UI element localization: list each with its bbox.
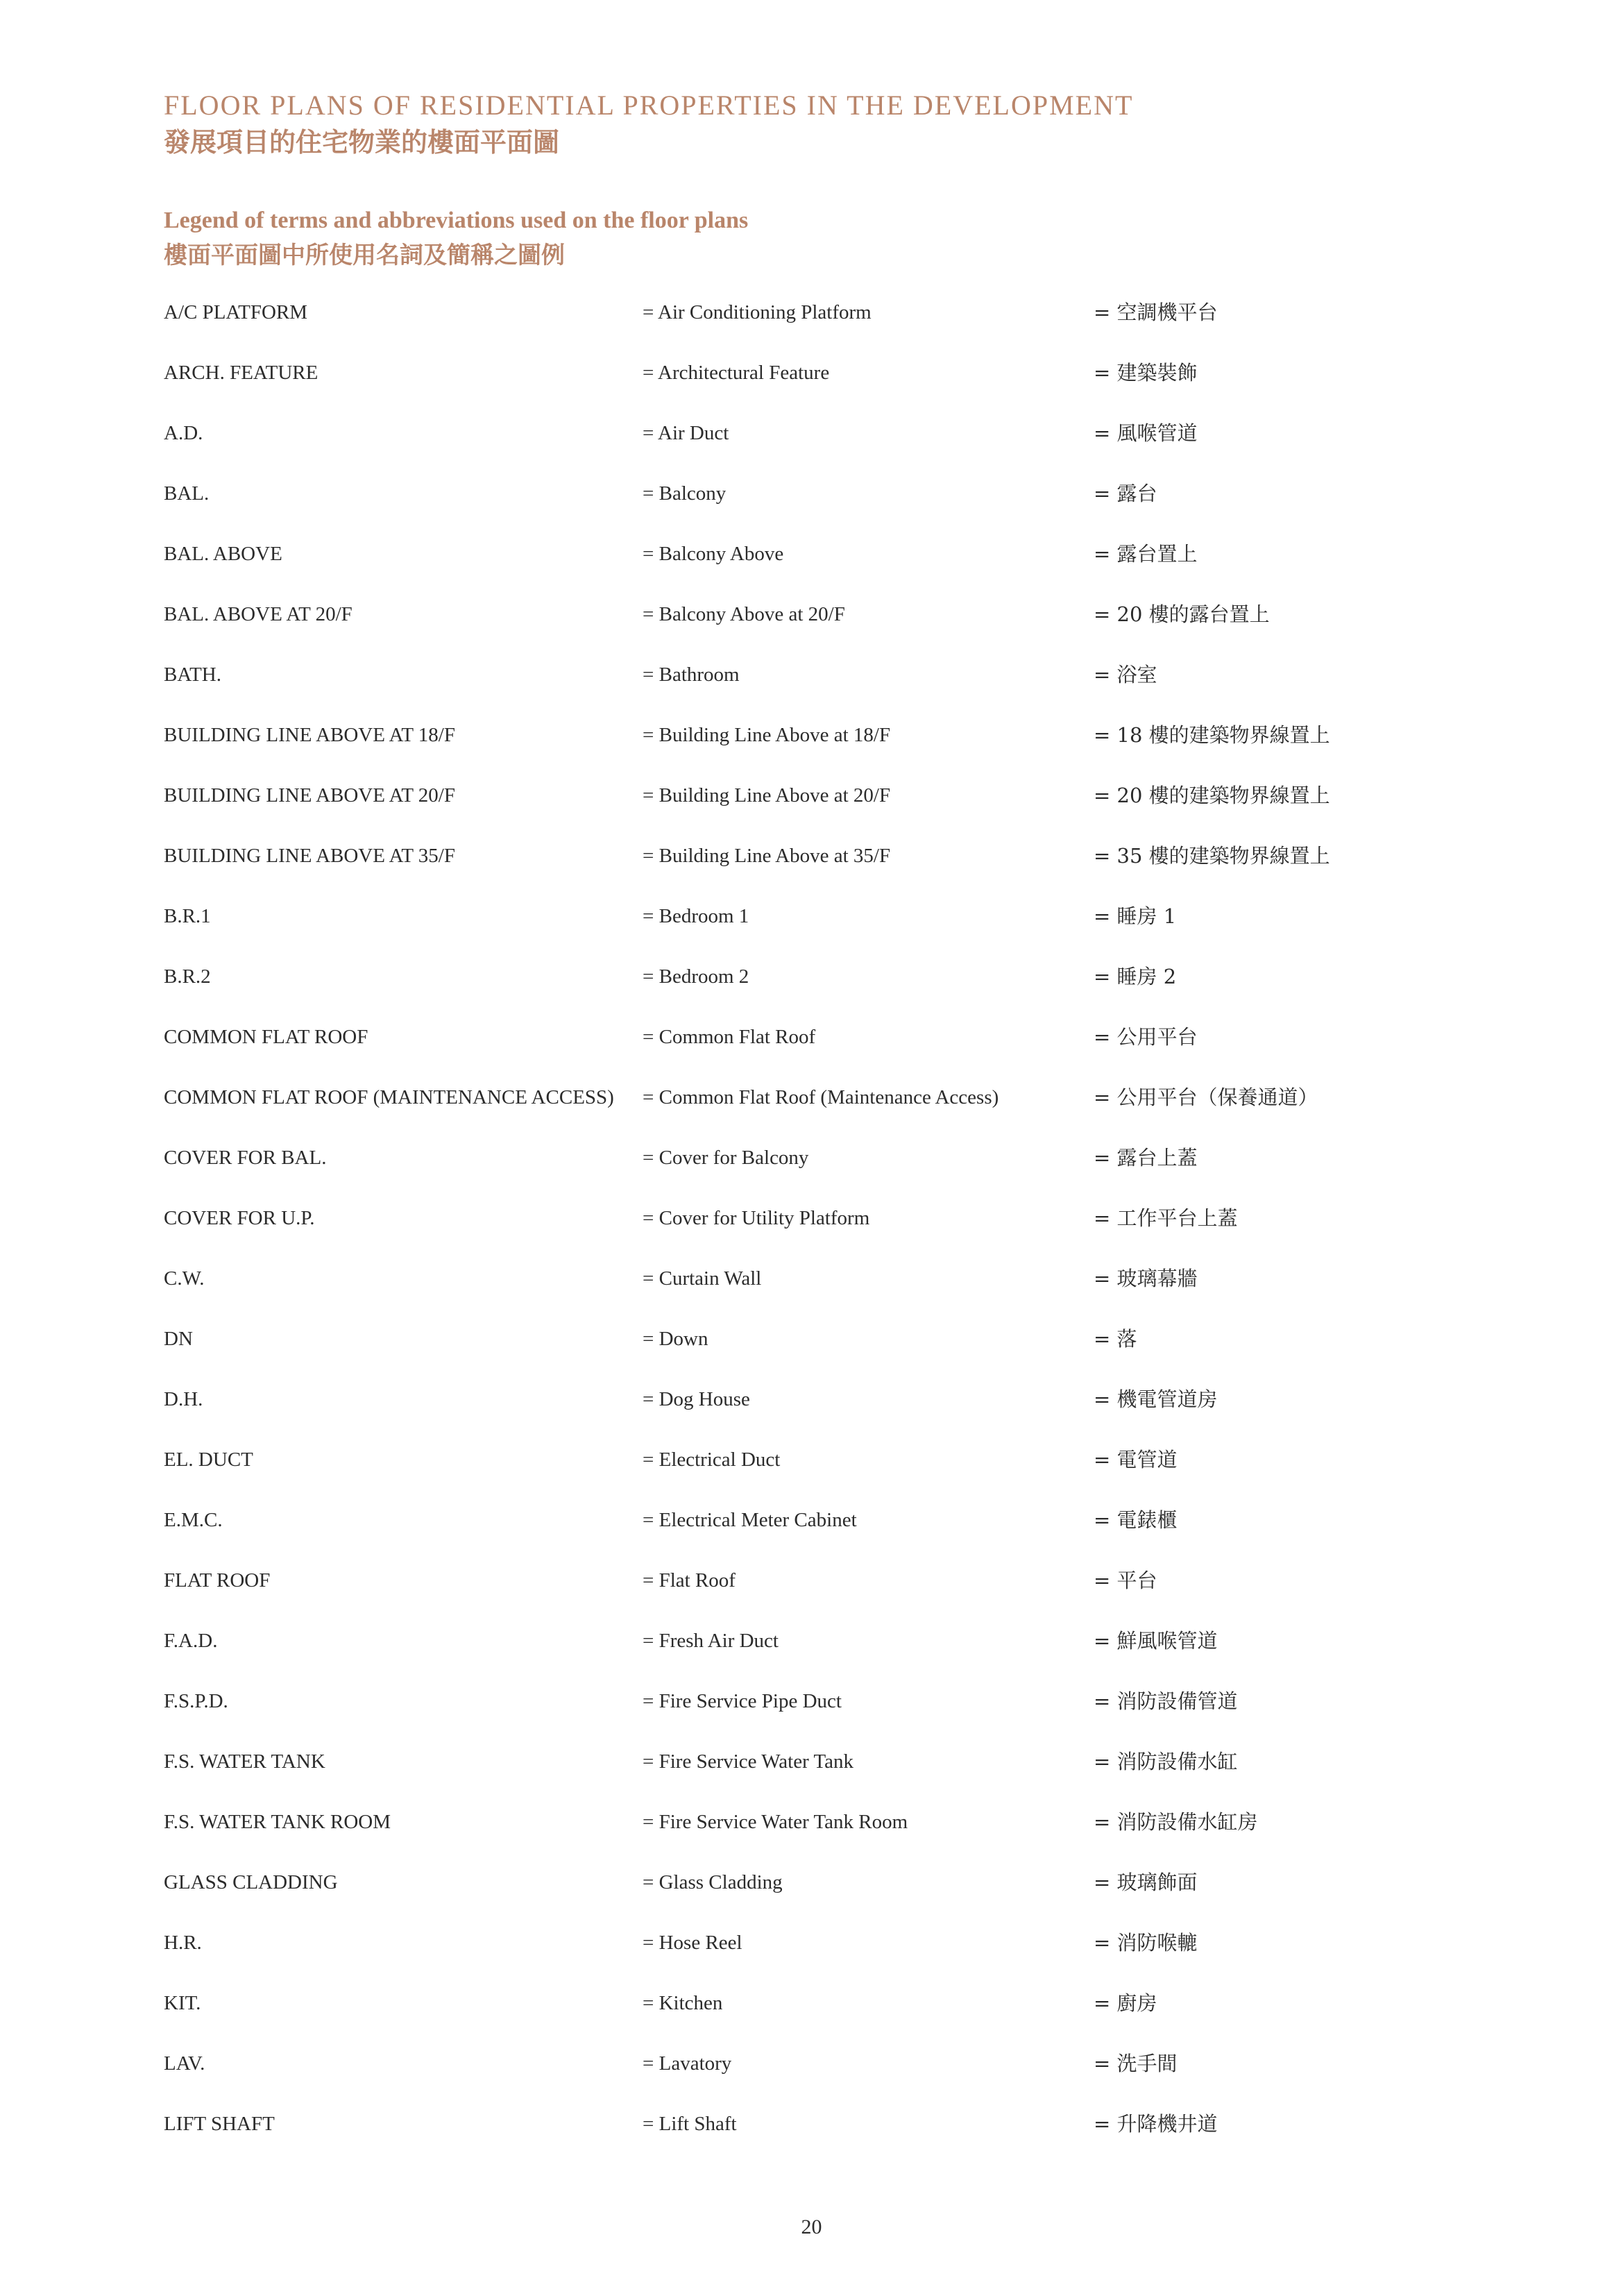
english-term-cell: = Common Flat Roof (Maintenance Access) (643, 1086, 999, 1108)
english-term-cell: = Glass Cladding (643, 1871, 783, 1893)
page-number: 20 (801, 2215, 822, 2238)
english-term-cell: = Building Line Above at 18/F (643, 724, 891, 746)
abbreviation-cell: H.R. (164, 1932, 202, 1954)
legend-table (0, 293, 1623, 2165)
english-term-cell: = Building Line Above at 20/F (643, 784, 891, 807)
abbreviation-cell: COMMON FLAT ROOF (164, 1026, 368, 1048)
chinese-term-cell: = 電錶櫃 (1094, 1508, 1178, 1532)
chinese-term-cell: = 公用平台（保養通道） (1094, 1086, 1318, 1109)
chinese-term-cell: = 洗手間 (1094, 2052, 1178, 2075)
page-title-chinese: 發展項目的住宅物業的樓面平面圖 (164, 126, 560, 158)
legend-row (0, 1501, 1623, 1561)
abbreviation-cell: A.D. (164, 422, 203, 444)
abbreviation-cell: A/C PLATFORM (164, 301, 308, 323)
english-term-cell: = Kitchen (643, 1992, 723, 2014)
legend-row (0, 1018, 1623, 1078)
abbreviation-cell: F.S.P.D. (164, 1690, 228, 1712)
legend-row (0, 474, 1623, 534)
english-term-cell: = Flat Roof (643, 1569, 736, 1592)
chinese-term-cell: = 消防喉轆 (1094, 1931, 1198, 1955)
legend-row (0, 1259, 1623, 1319)
abbreviation-cell: COVER FOR U.P. (164, 1207, 315, 1229)
english-term-cell: = Balcony (643, 482, 726, 505)
chinese-term-cell: = 升降機井道 (1094, 2112, 1218, 2136)
english-term-cell: = Lavatory (643, 2052, 732, 2075)
legend-row (0, 293, 1623, 353)
legend-row (0, 776, 1623, 836)
chinese-term-cell: = 公用平台 (1094, 1025, 1198, 1049)
legend-row (0, 897, 1623, 957)
legend-row (0, 353, 1623, 414)
english-term-cell: = Hose Reel (643, 1932, 742, 1954)
abbreviation-cell: FLAT ROOF (164, 1569, 271, 1592)
abbreviation-cell: B.R.1 (164, 905, 211, 927)
legend-row (0, 1682, 1623, 1742)
english-term-cell: = Building Line Above at 35/F (643, 845, 891, 867)
english-term-cell: = Bedroom 2 (643, 965, 749, 988)
chinese-term-cell: = 風喉管道 (1094, 421, 1198, 445)
page-title-english: FLOOR PLANS OF RESIDENTIAL PROPERTIES IN THE DEVELOPMENT (164, 90, 1134, 121)
legend-row (0, 716, 1623, 776)
chinese-term-cell: = 廚房 (1094, 1991, 1157, 2015)
english-term-cell: = Architectural Feature (643, 362, 830, 384)
legend-row (0, 1561, 1623, 1621)
chinese-term-cell: = 玻璃幕牆 (1094, 1267, 1198, 1290)
legend-row (0, 1984, 1623, 2044)
legend-row (0, 414, 1623, 474)
abbreviation-cell: B.R.2 (164, 965, 211, 988)
english-term-cell: = Fire Service Pipe Duct (643, 1690, 842, 1712)
chinese-term-cell: = 建築裝飾 (1094, 361, 1198, 385)
english-term-cell: = Fire Service Water Tank (643, 1750, 854, 1773)
chinese-term-cell: = 20 樓的建築物界線置上 (1094, 784, 1330, 807)
english-term-cell: = Air Conditioning Platform (643, 301, 872, 323)
abbreviation-cell: LAV. (164, 2052, 205, 2075)
chinese-term-cell: = 玻璃飾面 (1094, 1871, 1198, 1894)
abbreviation-cell: BAL. ABOVE (164, 543, 282, 565)
chinese-term-cell: = 電管道 (1094, 1448, 1178, 1471)
abbreviation-cell: BUILDING LINE ABOVE AT 35/F (164, 845, 455, 867)
abbreviation-cell: F.S. WATER TANK (164, 1750, 325, 1773)
legend-row (0, 655, 1623, 716)
legend-title-chinese: 樓面平面圖中所使用名詞及簡稱之圖例 (164, 242, 565, 269)
legend-row (0, 1440, 1623, 1501)
english-term-cell: = Cover for Utility Platform (643, 1207, 870, 1229)
abbreviation-cell: F.A.D. (164, 1630, 218, 1652)
legend-row (0, 1923, 1623, 1984)
abbreviation-cell: BAL. ABOVE AT 20/F (164, 603, 352, 625)
legend-row (0, 2104, 1623, 2165)
legend-row (0, 1138, 1623, 1199)
legend-row (0, 957, 1623, 1018)
english-term-cell: = Curtain Wall (643, 1267, 762, 1290)
abbreviation-cell: BUILDING LINE ABOVE AT 18/F (164, 724, 455, 746)
chinese-term-cell: = 機電管道房 (1094, 1387, 1218, 1411)
legend-row (0, 1380, 1623, 1440)
abbreviation-cell: EL. DUCT (164, 1449, 253, 1471)
legend-heading (164, 205, 748, 273)
chinese-term-cell: = 睡房 1 (1094, 904, 1177, 928)
abbreviation-cell: C.W. (164, 1267, 205, 1290)
legend-row (0, 1199, 1623, 1259)
english-term-cell: = Lift Shaft (643, 2113, 737, 2135)
english-term-cell: = Balcony Above (643, 543, 784, 565)
abbreviation-cell: COVER FOR BAL. (164, 1147, 327, 1169)
legend-row (0, 534, 1623, 595)
english-term-cell: = Air Duct (643, 422, 729, 444)
abbreviation-cell: BAL. (164, 482, 210, 505)
chinese-term-cell: = 露台 (1094, 482, 1157, 505)
english-term-cell: = Balcony Above at 20/F (643, 603, 845, 625)
chinese-term-cell: = 35 樓的建築物界線置上 (1094, 844, 1330, 868)
chinese-term-cell: = 消防設備水缸房 (1094, 1810, 1258, 1834)
legend-row (0, 1863, 1623, 1923)
english-term-cell: = Electrical Meter Cabinet (643, 1509, 857, 1531)
chinese-term-cell: = 睡房 2 (1094, 965, 1177, 988)
chinese-term-cell: = 露台上蓋 (1094, 1146, 1198, 1170)
abbreviation-cell: GLASS CLADDING (164, 1871, 338, 1893)
chinese-term-cell: = 消防設備水缸 (1094, 1750, 1238, 1773)
chinese-term-cell: = 工作平台上蓋 (1094, 1206, 1238, 1230)
chinese-term-cell: = 空調機平台 (1094, 301, 1218, 324)
abbreviation-cell: BUILDING LINE ABOVE AT 20/F (164, 784, 455, 807)
legend-row (0, 1078, 1623, 1138)
english-term-cell: = Down (643, 1328, 708, 1350)
legend-row (0, 836, 1623, 897)
english-term-cell: = Bedroom 1 (643, 905, 749, 927)
english-term-cell: = Electrical Duct (643, 1449, 781, 1471)
chinese-term-cell: = 18 樓的建築物界線置上 (1094, 723, 1330, 747)
abbreviation-cell: F.S. WATER TANK ROOM (164, 1811, 391, 1833)
abbreviation-cell: ARCH. FEATURE (164, 362, 318, 384)
english-term-cell: = Bathroom (643, 664, 740, 686)
chinese-term-cell: = 鮮風喉管道 (1094, 1629, 1218, 1653)
chinese-term-cell: = 消防設備管道 (1094, 1689, 1238, 1713)
legend-row (0, 1742, 1623, 1803)
chinese-term-cell: = 20 樓的露台置上 (1094, 602, 1270, 626)
legend-row (0, 2044, 1623, 2104)
page-header (164, 89, 1133, 161)
english-term-cell: = Fresh Air Duct (643, 1630, 779, 1652)
abbreviation-cell: DN (164, 1328, 193, 1350)
abbreviation-cell: LIFT SHAFT (164, 2113, 275, 2135)
abbreviation-cell: E.M.C. (164, 1509, 223, 1531)
abbreviation-cell: BATH. (164, 664, 221, 686)
chinese-term-cell: = 露台置上 (1094, 542, 1198, 566)
abbreviation-cell: D.H. (164, 1388, 203, 1410)
legend-row (0, 1319, 1623, 1380)
legend-row (0, 1621, 1623, 1682)
legend-row (0, 595, 1623, 655)
abbreviation-cell: COMMON FLAT ROOF (MAINTENANCE ACCESS) (164, 1086, 614, 1108)
english-term-cell: = Fire Service Water Tank Room (643, 1811, 908, 1833)
legend-row (0, 1803, 1623, 1863)
english-term-cell: = Common Flat Roof (643, 1026, 816, 1048)
chinese-term-cell: = 浴室 (1094, 663, 1157, 686)
chinese-term-cell: = 落 (1094, 1327, 1137, 1351)
abbreviation-cell: KIT. (164, 1992, 201, 2014)
legend-title-english: Legend of terms and abbreviations used on the floor plans (164, 208, 749, 233)
english-term-cell: = Cover for Balcony (643, 1147, 809, 1169)
chinese-term-cell: = 平台 (1094, 1569, 1157, 1592)
english-term-cell: = Dog House (643, 1388, 750, 1410)
